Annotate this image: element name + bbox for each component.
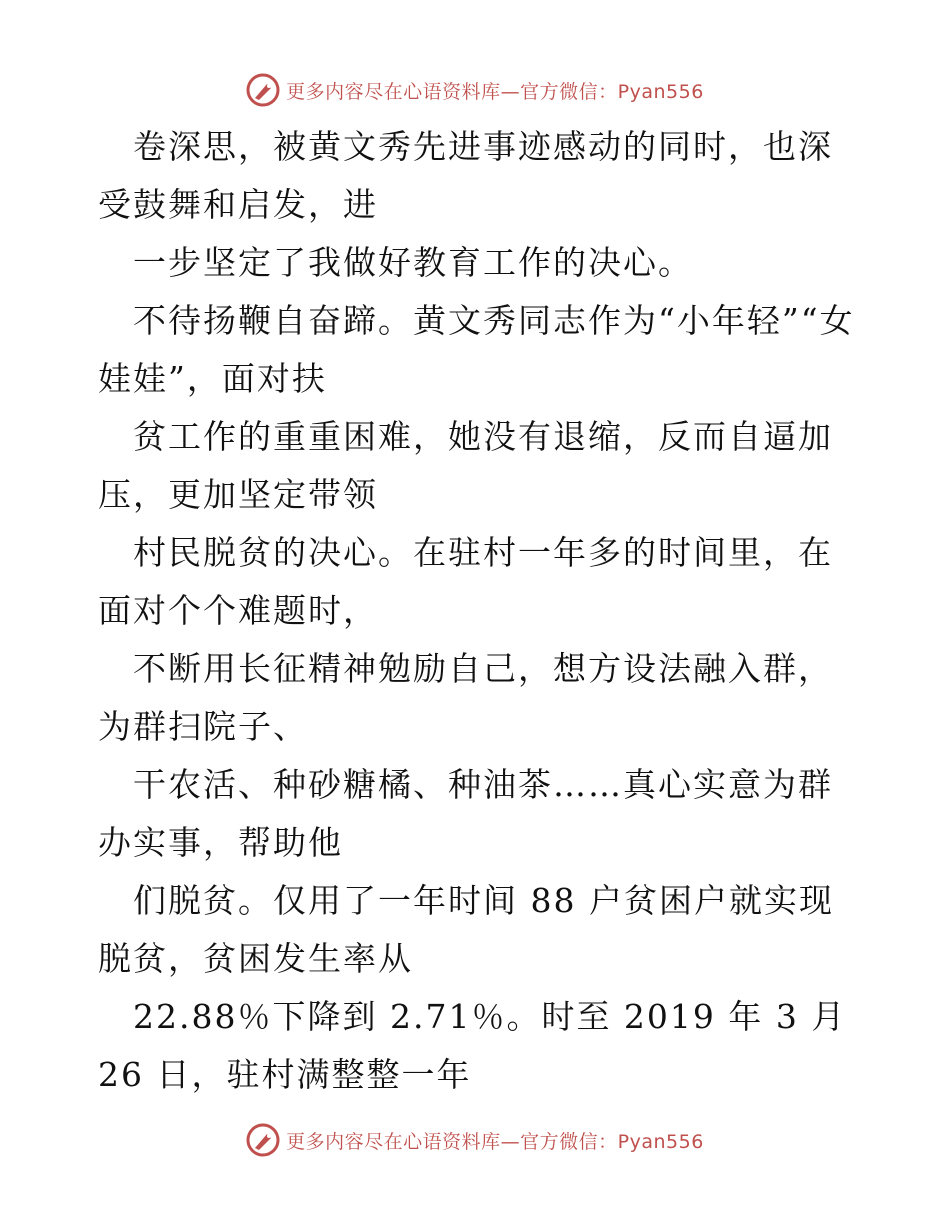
paragraph-5: 村民脱贫的决心。在驻村一年多的时间里，在面对个个难题时，	[98, 533, 833, 630]
pen-nib-icon	[246, 73, 280, 107]
paragraph-6: 不断用长征精神勉励自己，想方设法融入群，为群扫院子、	[98, 649, 833, 746]
watermark-text: 更多内容尽在心语资料库—官方微信：Pyan556	[286, 80, 704, 103]
paragraph-3: 不待扬鞭自奋蹄。黄文秀同志作为“小年轻”“女娃娃”，面对扶	[98, 301, 855, 398]
paragraph-9: 22.88％下降到 2.71％。时至 2019 年 3 月 26 日，驻村满整整一年	[98, 997, 859, 1094]
paragraph-4: 贫工作的重重困难，她没有退缩，反而自逼加压，更加坚定带领	[98, 417, 833, 514]
watermark-text: 更多内容尽在心语资料库—官方微信：Pyan556	[286, 1130, 704, 1153]
document-body	[98, 118, 858, 1104]
footer-watermark	[0, 1120, 950, 1160]
pen-nib-icon	[246, 1123, 280, 1157]
paragraph-8: 们脱贫。仅用了一年时间 88 户贫困户就实现脱贫，贫困发生率从	[98, 881, 834, 978]
paragraph-7: 干农活、种砂糖橘、种油茶……真心实意为群办实事，帮助他	[98, 765, 833, 862]
paragraph-2: 一步坚定了我做好教育工作的决心。	[98, 243, 693, 282]
paragraph-1: 卷深思，被黄文秀先进事迹感动的同时，也深受鼓舞和启发，进	[98, 127, 833, 224]
header-watermark	[0, 70, 950, 110]
